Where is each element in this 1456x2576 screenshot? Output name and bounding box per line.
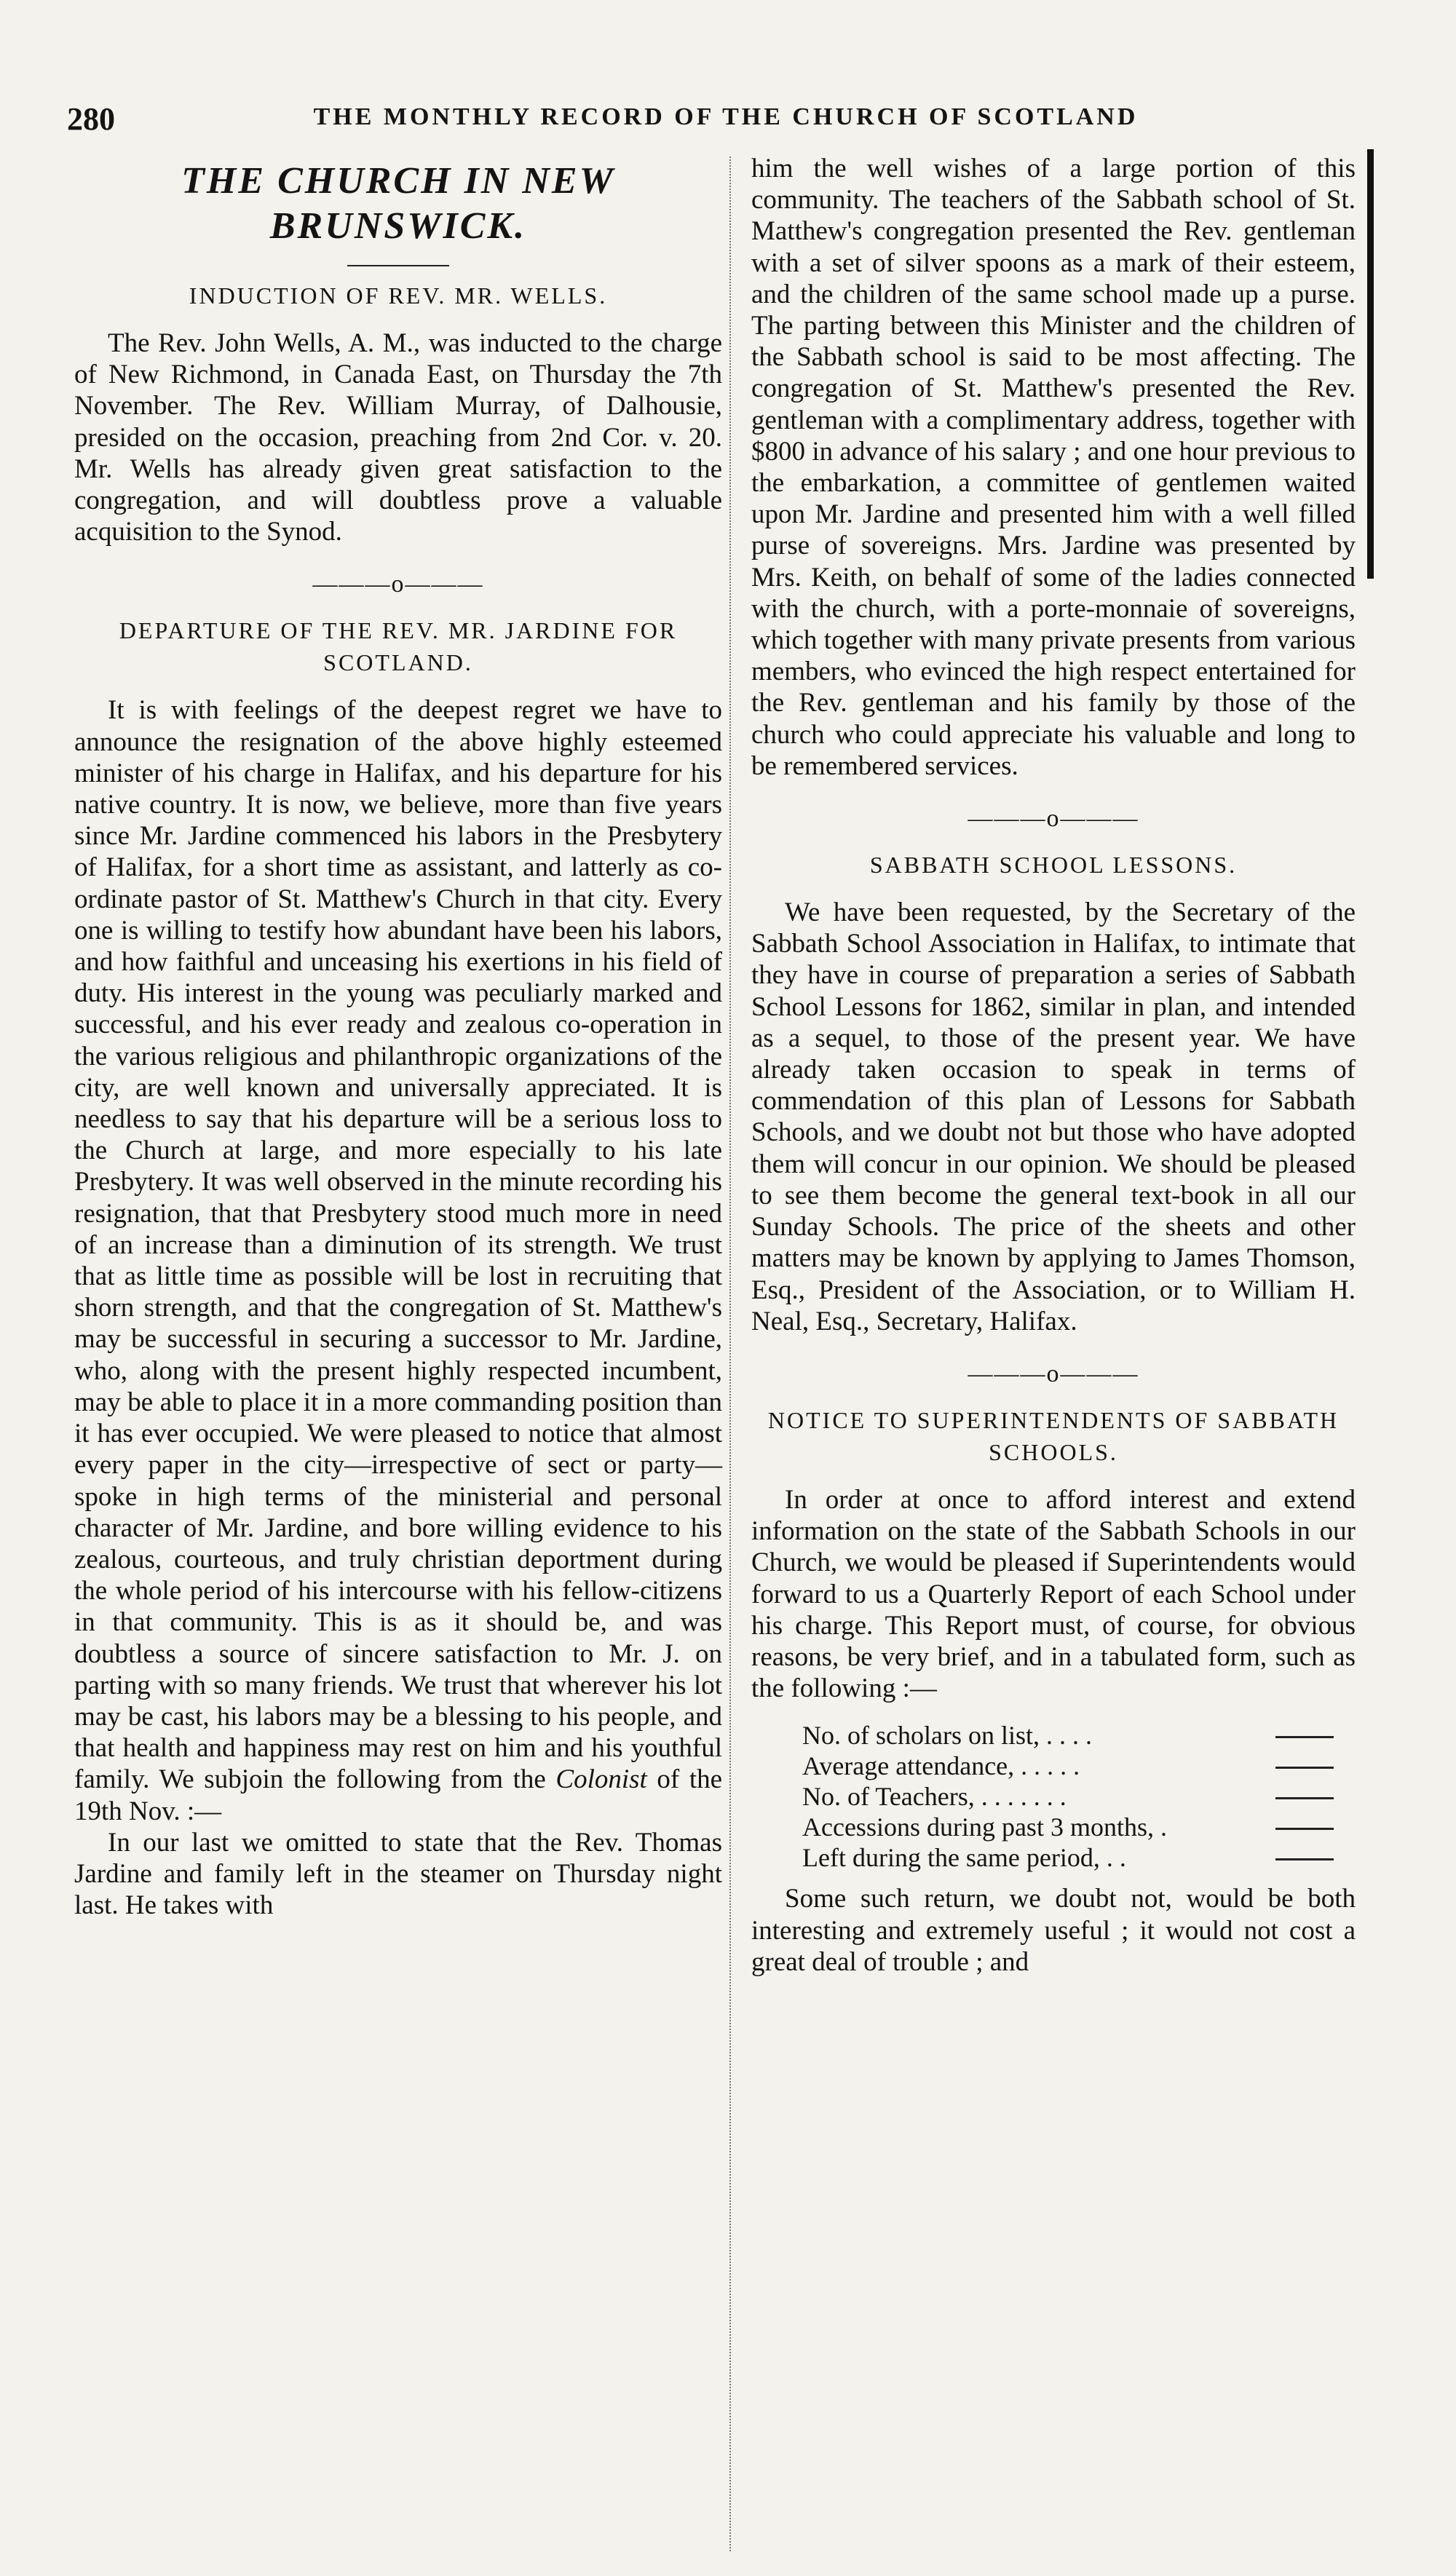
lessons-heading: SABBATH SCHOOL LESSONS. — [869, 852, 1238, 879]
table-row — [802, 1720, 1334, 1751]
fill-in-blank — [1275, 1751, 1334, 1769]
margin-black-bar — [1367, 149, 1374, 579]
fill-in-blank — [1275, 1781, 1334, 1799]
page-number: 280 — [67, 101, 115, 137]
left-column — [74, 153, 722, 1921]
fill-in-blank — [1275, 1720, 1334, 1738]
page-header — [67, 100, 1385, 144]
section-ornament: ———o——— — [312, 571, 484, 598]
table-row-label: Accessions during past 3 months, . — [802, 1812, 1167, 1842]
table-row-label: No. of scholars on list, . . . . — [802, 1721, 1092, 1751]
table-row — [802, 1781, 1334, 1812]
table-row-label: Left during the same period, . . — [802, 1843, 1126, 1873]
notice-paragraph: In order at once to afford interest and extend information on the state of the Sabbath Schools in our Church, we would be pleased if Superintendents would forward to us a Quarterly Report of each School under his charge. This Report must, of course, for obvious reasons, be very brief, and in a tabulated form, such as the following :— — [751, 1484, 1356, 1704]
departure-paragraph-1-end: of the 19th Nov. :— — [74, 1764, 723, 1826]
table-row — [802, 1812, 1334, 1842]
report-table — [802, 1720, 1334, 1873]
lessons-paragraph: We have been requested, by the Secretary of the Sabbath School Association in Halifax, to intimate that they have in course of preparation a series of Sabbath School Lessons for 1862, similar in plan, and intended as a sequel, to those of the present year. We have already taken occasion to speak in terms of commendation of this plan of Lessons for Sabbath Schools, and we doubt not but those who have adopted them will concur in our opinion. We should be pleased to see them become the general text-book in all our Sunday Schools. The price of the sheets and other matters may be known by applying to James Thomson, Esq., President of the Association, or to William H. Neal, Esq., Secretary, Halifax. — [751, 897, 1356, 1336]
colonist-title: Colonist — [555, 1764, 647, 1795]
table-row-label: Average attendance, . . . . . — [802, 1751, 1080, 1781]
right-column — [751, 153, 1356, 1978]
notice-heading-line2: SCHOOLS. — [989, 1438, 1118, 1465]
section-ornament: ———o——— — [968, 805, 1139, 833]
closing-paragraph: Some such return, we doubt not, would be both interesting and extremely useful ; it would not cost a great deal of trouble ; and — [751, 1884, 1356, 1977]
section-title: THE CHURCH IN NEW BRUNSWICK. — [181, 160, 615, 247]
table-row — [802, 1751, 1334, 1781]
departure-paragraph-1 — [74, 694, 722, 1826]
table-row-label: No. of Teachers, . . . . . . . — [802, 1782, 1067, 1812]
induction-paragraph: The Rev. John Wells, A. M., was inducted to the charge of New Richmond, in Canada East, on Thursday the 7th November. The Rev. William Murray, of Dalhousie, presided on the occasion, preaching from 2nd Cor. v. 20. Mr. Wells has already given great satisfaction to the congregation, and will doubtless prove a valuable acquisition to the Synod. — [74, 328, 722, 547]
departure-heading-line1: DEPARTURE OF THE REV. MR. JARDINE FOR — [119, 617, 678, 644]
fill-in-blank — [1275, 1842, 1334, 1860]
departure-paragraph-1-text: It is with feelings of the deepest regret we have to announce the resignation of the above highly esteemed minister of his charge in Halifax, and his departure for his native country. It is now, we believe, more than five years since Mr. Jardine commenced his labors in the Presbytery of Halifax, for a short time as assistant, and latterly as co-ordinate pastor of St. Matthew's Church in that city. Every one is willing to testify how abundant have been his labors, and how faithful and unceasing his exertions in his field of duty. His interest in the young was peculiarly marked and successful, and his ever ready and zealous co-operation in the various religious and philanthropic organizations of the city, are well known and universally appreciated. It is needless to say that his departure will be a serious loss to the Church at large, and more especially to his late Presbytery. It was well observed in the minute recording his resignation, that that Presbytery stood much more in need of an increase than a diminution of its strength. We trust that as little time as possible will be lost in recruiting that shorn strength, and that the congregation of St. Matthew's may be successful in securing a successor to Mr. Jardine, who, along with the present highly respected incumbent, may be able to place it in a more commanding position than it has ever occupied. We were pleased to notice that almost every paper in the city—irrespective of sect or party—spoke in high terms of the ministerial and personal character of Mr. Jardine, and bore willing evidence to his zealous, courteous, and truly christian deportment during the whole period of his intercourse with his fellow-citizens in that community. This is as it should be, and was doubtless a source of sincere satisfaction to Mr. J. on parting with so many friends. We trust that wherever his lot may be cast, his labors may be a blessing to his people, and that health and happiness may rest on him and his youthful family. We subjoin the following from the — [74, 695, 722, 1795]
continuation-paragraph: him the well wishes of a large portion of this community. The teachers of the Sabbath school of St. Matthew's congregation presented the Rev. gentleman with a set of silver spoons as a mark of their esteem, and the children of the same school made up a purse. The parting between this Minister and the children of the Sabbath school is said to be most affecting. The congregation of St. Matthew's presented the Rev. gentleman with a complimentary address, together with $800 in advance of his salary ; and one hour previous to the embarkation, a committee of gentlemen waited upon Mr. Jardine and presented him with a well filled purse of sovereigns. Mrs. Jardine was presented by Mrs. Keith, on behalf of some of the ladies connected with the church, with a porte-monnaie of sovereigns, which together with many private presents from various members, who evinced the high respect entertained for the Rev. gentleman and his family by those of the church who could appreciate his valuable and long to be remembered services. — [751, 154, 1356, 781]
section-ornament: ———o——— — [968, 1360, 1139, 1387]
notice-heading-line1: NOTICE TO SUPERINTENDENTS OF SABBATH — [767, 1406, 1340, 1433]
table-row — [802, 1842, 1334, 1873]
column-divider — [729, 156, 731, 2551]
title-rule — [347, 265, 449, 266]
fill-in-blank — [1275, 1812, 1334, 1830]
induction-heading: INDUCTION OF REV. MR. WELLS. — [189, 282, 608, 309]
running-title: THE MONTHLY RECORD OF THE CHURCH OF SCOTLAND — [313, 103, 1139, 130]
departure-heading-line2: SCOTLAND. — [323, 649, 473, 676]
departure-paragraph-2: In our last we omitted to state that the Rev. Thomas Jardine and family left in the steamer on Thursday night last. He takes with — [74, 1827, 722, 1921]
